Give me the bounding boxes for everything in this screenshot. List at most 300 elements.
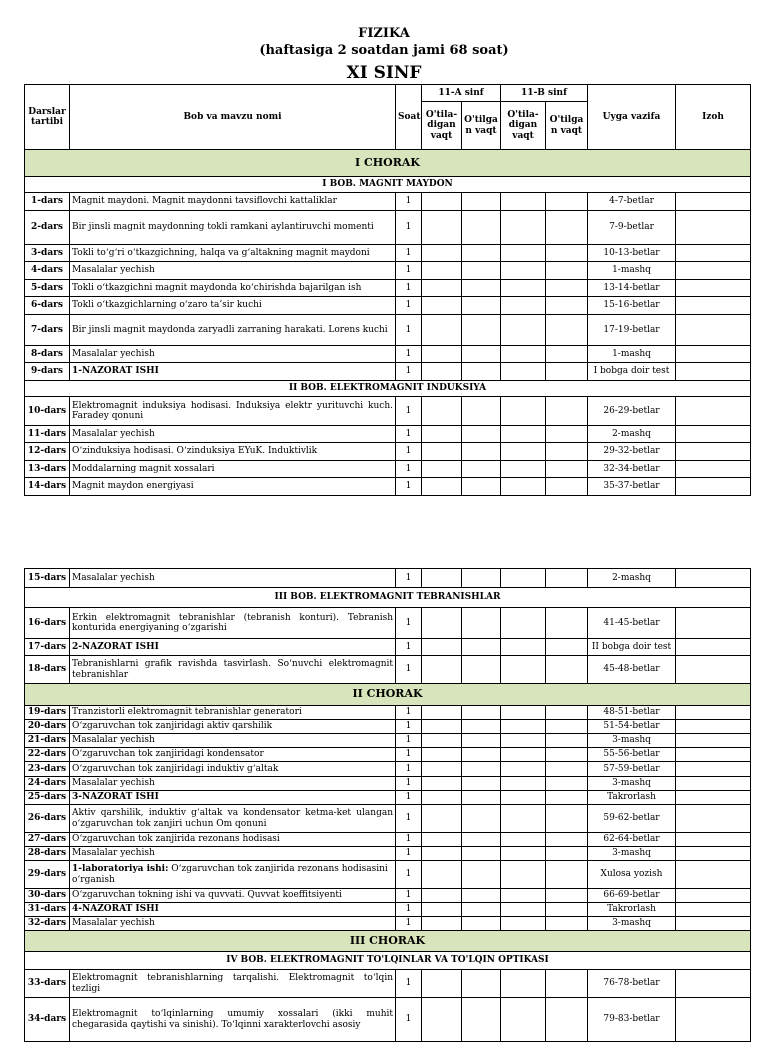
lesson-hours: 1 xyxy=(396,734,422,748)
table-row xyxy=(25,639,751,656)
lesson-number: 14-dars xyxy=(25,478,70,496)
lesson-topic: Masalalar yechish xyxy=(70,426,396,443)
planned-date-a xyxy=(422,791,462,805)
planned-date-a xyxy=(422,297,462,315)
lesson-hours: 1 xyxy=(396,720,422,734)
planned-date-b xyxy=(501,426,546,443)
planned-date-a xyxy=(422,397,462,426)
actual-date-b xyxy=(546,280,588,297)
actual-date-a xyxy=(462,762,501,777)
document-subtitle: (haftasiga 2 soatdan jami 68 soat) xyxy=(259,43,509,58)
actual-date-b xyxy=(546,346,588,363)
lesson-topic: Elektromagnit tebranishlarning tarqalishi. Elektromagnit to‘lqin tezligi xyxy=(70,970,396,998)
table-row xyxy=(25,917,751,931)
homework: 13-14-betlar xyxy=(588,280,676,297)
planned-date-b xyxy=(501,280,546,297)
header-class-b: 11-B sinf xyxy=(501,85,588,102)
homework: I bobga doir test xyxy=(588,363,676,381)
lesson-number: 33-dars xyxy=(25,970,70,998)
lesson-topic: Elektromagnit to‘lqinlarning umumiy xossalari (ikki muhit chegarasida qaytishi va sinishi). To‘lqinni xarakterlovchi asosiy xyxy=(70,998,396,1042)
table-row xyxy=(25,193,751,211)
table-row xyxy=(25,998,751,1042)
lesson-number: 1-dars xyxy=(25,193,70,211)
homework: Takrorlash xyxy=(588,903,676,917)
planned-date-b xyxy=(501,346,546,363)
homework: 3-mashq xyxy=(588,917,676,931)
planned-date-b xyxy=(501,861,546,889)
header-otilgan-b: O'tilga n vaqt xyxy=(546,102,588,150)
lesson-number: 31-dars xyxy=(25,903,70,917)
planned-date-a xyxy=(422,734,462,748)
lesson-topic: Tranzistorli elektromagnit tebranishlar generatori xyxy=(70,706,396,720)
note xyxy=(676,833,751,847)
note xyxy=(676,262,751,280)
planned-date-b xyxy=(501,363,546,381)
note xyxy=(676,805,751,833)
planned-date-b xyxy=(501,608,546,639)
actual-date-a xyxy=(462,889,501,903)
table-row xyxy=(25,903,751,917)
header-otiladigan-b: O'tila-digan vaqt xyxy=(501,102,546,150)
lesson-hours: 1 xyxy=(396,777,422,791)
lesson-topic: Moddalarning magnit xossalari xyxy=(70,461,396,478)
note xyxy=(676,847,751,861)
homework: 3-mashq xyxy=(588,734,676,748)
planned-date-b xyxy=(501,461,546,478)
planned-date-b xyxy=(501,443,546,461)
note xyxy=(676,903,751,917)
planned-date-a xyxy=(422,443,462,461)
planned-date-a xyxy=(422,917,462,931)
lesson-hours: 1 xyxy=(396,245,422,262)
note xyxy=(676,280,751,297)
actual-date-a xyxy=(462,656,501,684)
homework: 66-69-betlar xyxy=(588,889,676,903)
table-row xyxy=(25,478,751,496)
lesson-hours: 1 xyxy=(396,608,422,639)
lesson-number: 22-dars xyxy=(25,748,70,762)
lesson-topic: Magnit maydoni. Magnit maydonni tavsiflovchi kattaliklar xyxy=(70,193,396,211)
planned-date-a xyxy=(422,847,462,861)
actual-date-a xyxy=(462,346,501,363)
actual-date-b xyxy=(546,777,588,791)
homework: 2-mashq xyxy=(588,569,676,588)
planned-date-b xyxy=(501,734,546,748)
actual-date-b xyxy=(546,917,588,931)
planned-date-a xyxy=(422,777,462,791)
table-row xyxy=(25,889,751,903)
table-row xyxy=(25,280,751,297)
section-chorak-2: II CHORAK xyxy=(25,684,751,706)
planned-date-a xyxy=(422,639,462,656)
lesson-hours: 1 xyxy=(396,998,422,1042)
actual-date-b xyxy=(546,262,588,280)
planned-date-a xyxy=(422,861,462,889)
lesson-hours: 1 xyxy=(396,193,422,211)
lesson-hours: 1 xyxy=(396,639,422,656)
lesson-hours: 1 xyxy=(396,706,422,720)
homework: 51-54-betlar xyxy=(588,720,676,734)
actual-date-a xyxy=(462,970,501,998)
lesson-hours: 1 xyxy=(396,461,422,478)
actual-date-b xyxy=(546,706,588,720)
lesson-number: 7-dars xyxy=(25,315,70,346)
lesson-number: 34-dars xyxy=(25,998,70,1042)
lesson-topic: O‘zinduksiya hodisasi. O‘zinduksiya EYuK. Induktivlik xyxy=(70,443,396,461)
homework: 45-48-betlar xyxy=(588,656,676,684)
note xyxy=(676,889,751,903)
header-izoh: Izoh xyxy=(676,85,751,150)
actual-date-a xyxy=(462,720,501,734)
note xyxy=(676,734,751,748)
section-chorak-3: III CHORAK xyxy=(25,931,751,952)
note xyxy=(676,656,751,684)
table-row xyxy=(25,762,751,777)
planned-date-a xyxy=(422,280,462,297)
lesson-hours: 1 xyxy=(396,297,422,315)
planned-date-b xyxy=(501,791,546,805)
lesson-number: 18-dars xyxy=(25,656,70,684)
table-row xyxy=(25,970,751,998)
header-otilgan-a: O'tilga n vaqt xyxy=(462,102,501,150)
planned-date-b xyxy=(501,211,546,245)
section-bob-4: IV BOB. ELEKTROMAGNIT TO'LQINLAR VA TO'LQIN OPTIKASI xyxy=(25,952,751,970)
planned-date-b xyxy=(501,847,546,861)
lesson-hours: 1 xyxy=(396,847,422,861)
lesson-hours: 1 xyxy=(396,262,422,280)
actual-date-b xyxy=(546,211,588,245)
homework: 7-9-betlar xyxy=(588,211,676,245)
planned-date-a xyxy=(422,569,462,588)
lesson-topic: O‘zgaruvchan tok zanjiridagi kondensator xyxy=(70,748,396,762)
note xyxy=(676,461,751,478)
lesson-topic: O‘zgaruvchan tok zanjiridagi induktiv g‘altak xyxy=(70,762,396,777)
actual-date-b xyxy=(546,720,588,734)
planned-date-a xyxy=(422,211,462,245)
note xyxy=(676,211,751,245)
planned-date-a xyxy=(422,748,462,762)
planned-date-a xyxy=(422,762,462,777)
homework: 59-62-betlar xyxy=(588,805,676,833)
homework: 10-13-betlar xyxy=(588,245,676,262)
note xyxy=(676,193,751,211)
actual-date-a xyxy=(462,833,501,847)
planned-date-a xyxy=(422,805,462,833)
homework: 17-19-betlar xyxy=(588,315,676,346)
table-row xyxy=(25,245,751,262)
lesson-topic: Magnit maydon energiyasi xyxy=(70,478,396,496)
lesson-number: 17-dars xyxy=(25,639,70,656)
planned-date-b xyxy=(501,720,546,734)
actual-date-a xyxy=(462,777,501,791)
homework: 2-mashq xyxy=(588,426,676,443)
planned-date-b xyxy=(501,706,546,720)
table-row xyxy=(25,608,751,639)
actual-date-a xyxy=(462,998,501,1042)
planned-date-a xyxy=(422,903,462,917)
table-row xyxy=(25,315,751,346)
lesson-topic: 3-NAZORAT ISHI xyxy=(70,791,396,805)
planned-date-b xyxy=(501,805,546,833)
lesson-hours: 1 xyxy=(396,443,422,461)
actual-date-b xyxy=(546,833,588,847)
lesson-topic: Tokli to‘g‘ri o‘tkazgichning, halqa va g‘altakning magnit maydoni xyxy=(70,245,396,262)
actual-date-a xyxy=(462,847,501,861)
lesson-topic: 1-NAZORAT ISHI xyxy=(70,363,396,381)
lesson-hours: 1 xyxy=(396,211,422,245)
homework: II bobga doir test xyxy=(588,639,676,656)
lesson-number: 29-dars xyxy=(25,861,70,889)
lesson-hours: 1 xyxy=(396,569,422,588)
note xyxy=(676,861,751,889)
lesson-number: 28-dars xyxy=(25,847,70,861)
lesson-number: 16-dars xyxy=(25,608,70,639)
lesson-number: 21-dars xyxy=(25,734,70,748)
header-bob: Bob va mavzu nomi xyxy=(70,85,396,150)
note xyxy=(676,762,751,777)
planned-date-b xyxy=(501,193,546,211)
planned-date-a xyxy=(422,363,462,381)
actual-date-b xyxy=(546,245,588,262)
actual-date-b xyxy=(546,397,588,426)
section-bob-3: III BOB. ELEKTROMAGNIT TEBRANISHLAR xyxy=(25,588,751,608)
table-row xyxy=(25,791,751,805)
actual-date-b xyxy=(546,889,588,903)
lesson-hours: 1 xyxy=(396,833,422,847)
actual-date-a xyxy=(462,245,501,262)
lesson-topic: Masalalar yechish xyxy=(70,346,396,363)
homework: 48-51-betlar xyxy=(588,706,676,720)
actual-date-a xyxy=(462,211,501,245)
homework: 76-78-betlar xyxy=(588,970,676,998)
actual-date-b xyxy=(546,734,588,748)
note xyxy=(676,639,751,656)
actual-date-a xyxy=(462,426,501,443)
actual-date-a xyxy=(462,297,501,315)
lesson-hours: 1 xyxy=(396,805,422,833)
planned-date-b xyxy=(501,262,546,280)
note xyxy=(676,748,751,762)
actual-date-a xyxy=(462,805,501,833)
lesson-number: 32-dars xyxy=(25,917,70,931)
lesson-topic: Masalalar yechish xyxy=(70,262,396,280)
lesson-hours: 1 xyxy=(396,903,422,917)
actual-date-b xyxy=(546,478,588,496)
note xyxy=(676,706,751,720)
section-bob-2: II BOB. ELEKTROMAGNIT INDUKSIYA xyxy=(25,381,751,397)
homework: 55-56-betlar xyxy=(588,748,676,762)
table-row xyxy=(25,656,751,684)
lesson-topic: Bir jinsli magnit maydonda zaryadli zarraning harakati. Lorens kuchi xyxy=(70,315,396,346)
note xyxy=(676,720,751,734)
table-row xyxy=(25,847,751,861)
class-title: XI SINF xyxy=(346,63,422,83)
table-row xyxy=(25,262,751,280)
planned-date-a xyxy=(422,262,462,280)
note xyxy=(676,608,751,639)
note xyxy=(676,363,751,381)
lesson-hours: 1 xyxy=(396,426,422,443)
lesson-topic xyxy=(70,861,396,889)
lesson-number: 13-dars xyxy=(25,461,70,478)
planned-date-b xyxy=(501,917,546,931)
lesson-number: 9-dars xyxy=(25,363,70,381)
header-soat: Soat xyxy=(396,85,422,150)
lesson-number: 12-dars xyxy=(25,443,70,461)
homework: 32-34-betlar xyxy=(588,461,676,478)
note xyxy=(676,478,751,496)
planned-date-a xyxy=(422,970,462,998)
actual-date-a xyxy=(462,903,501,917)
planned-date-a xyxy=(422,193,462,211)
actual-date-a xyxy=(462,443,501,461)
planned-date-b xyxy=(501,970,546,998)
homework: 62-64-betlar xyxy=(588,833,676,847)
lesson-hours: 1 xyxy=(396,970,422,998)
lesson-topic: Masalalar yechish xyxy=(70,734,396,748)
table-row xyxy=(25,720,751,734)
actual-date-b xyxy=(546,861,588,889)
lesson-hours: 1 xyxy=(396,889,422,903)
table-row xyxy=(25,443,751,461)
section-bob-1: I BOB. MAGNIT MAYDON xyxy=(25,177,751,193)
note xyxy=(676,346,751,363)
planned-date-a xyxy=(422,998,462,1042)
homework: 15-16-betlar xyxy=(588,297,676,315)
lesson-number: 3-dars xyxy=(25,245,70,262)
planned-date-b xyxy=(501,656,546,684)
actual-date-a xyxy=(462,861,501,889)
header-otiladigan-a: O'tila-digan vaqt xyxy=(422,102,462,150)
homework: 57-59-betlar xyxy=(588,762,676,777)
lesson-number: 26-dars xyxy=(25,805,70,833)
planned-date-b xyxy=(501,998,546,1042)
note xyxy=(676,315,751,346)
lesson-topic: Tebranishlarni grafik ravishda tasvirlash. So‘nuvchi elektromagnit tebranishlar xyxy=(70,656,396,684)
note xyxy=(676,970,751,998)
actual-date-a xyxy=(462,569,501,588)
lesson-hours: 1 xyxy=(396,478,422,496)
planned-date-a xyxy=(422,706,462,720)
table-row xyxy=(25,748,751,762)
lesson-number: 2-dars xyxy=(25,211,70,245)
table-row xyxy=(25,569,751,588)
actual-date-a xyxy=(462,280,501,297)
table-row xyxy=(25,346,751,363)
planned-date-a xyxy=(422,833,462,847)
lesson-topic: Aktiv qarshilik, induktiv g‘altak va kondensator ketma-ket ulangan o‘zgaruvchan tok zanjiri uchun Om qonuni xyxy=(70,805,396,833)
homework: 4-7-betlar xyxy=(588,193,676,211)
actual-date-a xyxy=(462,734,501,748)
lesson-hours: 1 xyxy=(396,363,422,381)
lesson-hours: 1 xyxy=(396,762,422,777)
lesson-number: 20-dars xyxy=(25,720,70,734)
lesson-topic: Masalalar yechish xyxy=(70,917,396,931)
homework: 1-mashq xyxy=(588,262,676,280)
actual-date-b xyxy=(546,656,588,684)
planned-date-b xyxy=(501,762,546,777)
lesson-plan-table-page-2 xyxy=(24,568,751,1042)
planned-date-b xyxy=(501,315,546,346)
actual-date-b xyxy=(546,970,588,998)
actual-date-b xyxy=(546,569,588,588)
lesson-topic: 2-NAZORAT ISHI xyxy=(70,639,396,656)
homework: 3-mashq xyxy=(588,777,676,791)
lesson-hours: 1 xyxy=(396,397,422,426)
lesson-hours: 1 xyxy=(396,748,422,762)
lesson-topic: Masalalar yechish xyxy=(70,569,396,588)
lesson-number: 19-dars xyxy=(25,706,70,720)
planned-date-a xyxy=(422,315,462,346)
table-row xyxy=(25,805,751,833)
lesson-number: 25-dars xyxy=(25,791,70,805)
actual-date-a xyxy=(462,608,501,639)
planned-date-b xyxy=(501,903,546,917)
planned-date-a xyxy=(422,608,462,639)
actual-date-b xyxy=(546,805,588,833)
planned-date-a xyxy=(422,245,462,262)
lesson-hours: 1 xyxy=(396,917,422,931)
planned-date-a xyxy=(422,426,462,443)
actual-date-b xyxy=(546,193,588,211)
planned-date-a xyxy=(422,656,462,684)
actual-date-b xyxy=(546,363,588,381)
homework: 41-45-betlar xyxy=(588,608,676,639)
actual-date-b xyxy=(546,297,588,315)
actual-date-b xyxy=(546,748,588,762)
lesson-topic: Tokli o‘tkazgichni magnit maydonda ko‘chirishda bajarilgan ish xyxy=(70,280,396,297)
planned-date-a xyxy=(422,478,462,496)
document-title: FIZIKA xyxy=(358,26,410,41)
lesson-number: 23-dars xyxy=(25,762,70,777)
table-row xyxy=(25,297,751,315)
actual-date-b xyxy=(546,762,588,777)
table-row xyxy=(25,777,751,791)
lesson-number: 27-dars xyxy=(25,833,70,847)
note xyxy=(676,998,751,1042)
table-row xyxy=(25,833,751,847)
lesson-number: 10-dars xyxy=(25,397,70,426)
homework: 3-mashq xyxy=(588,847,676,861)
lesson-number: 30-dars xyxy=(25,889,70,903)
actual-date-b xyxy=(546,443,588,461)
planned-date-b xyxy=(501,889,546,903)
note xyxy=(676,397,751,426)
planned-date-b xyxy=(501,569,546,588)
lesson-topic: Masalalar yechish xyxy=(70,777,396,791)
actual-date-b xyxy=(546,608,588,639)
lesson-number: 11-dars xyxy=(25,426,70,443)
actual-date-a xyxy=(462,193,501,211)
note xyxy=(676,791,751,805)
actual-date-a xyxy=(462,706,501,720)
actual-date-a xyxy=(462,791,501,805)
planned-date-a xyxy=(422,346,462,363)
planned-date-b xyxy=(501,245,546,262)
note xyxy=(676,426,751,443)
lesson-topic: O‘zgaruvchan tok zanjiridagi aktiv qarshilik xyxy=(70,720,396,734)
actual-date-a xyxy=(462,639,501,656)
table-row xyxy=(25,363,751,381)
lesson-number: 15-dars xyxy=(25,569,70,588)
planned-date-b xyxy=(501,833,546,847)
lesson-topic: 4-NAZORAT ISHI xyxy=(70,903,396,917)
actual-date-b xyxy=(546,998,588,1042)
actual-date-b xyxy=(546,426,588,443)
actual-date-b xyxy=(546,461,588,478)
lesson-number: 24-dars xyxy=(25,777,70,791)
header-uyga: Uyga vazifa xyxy=(588,85,676,150)
